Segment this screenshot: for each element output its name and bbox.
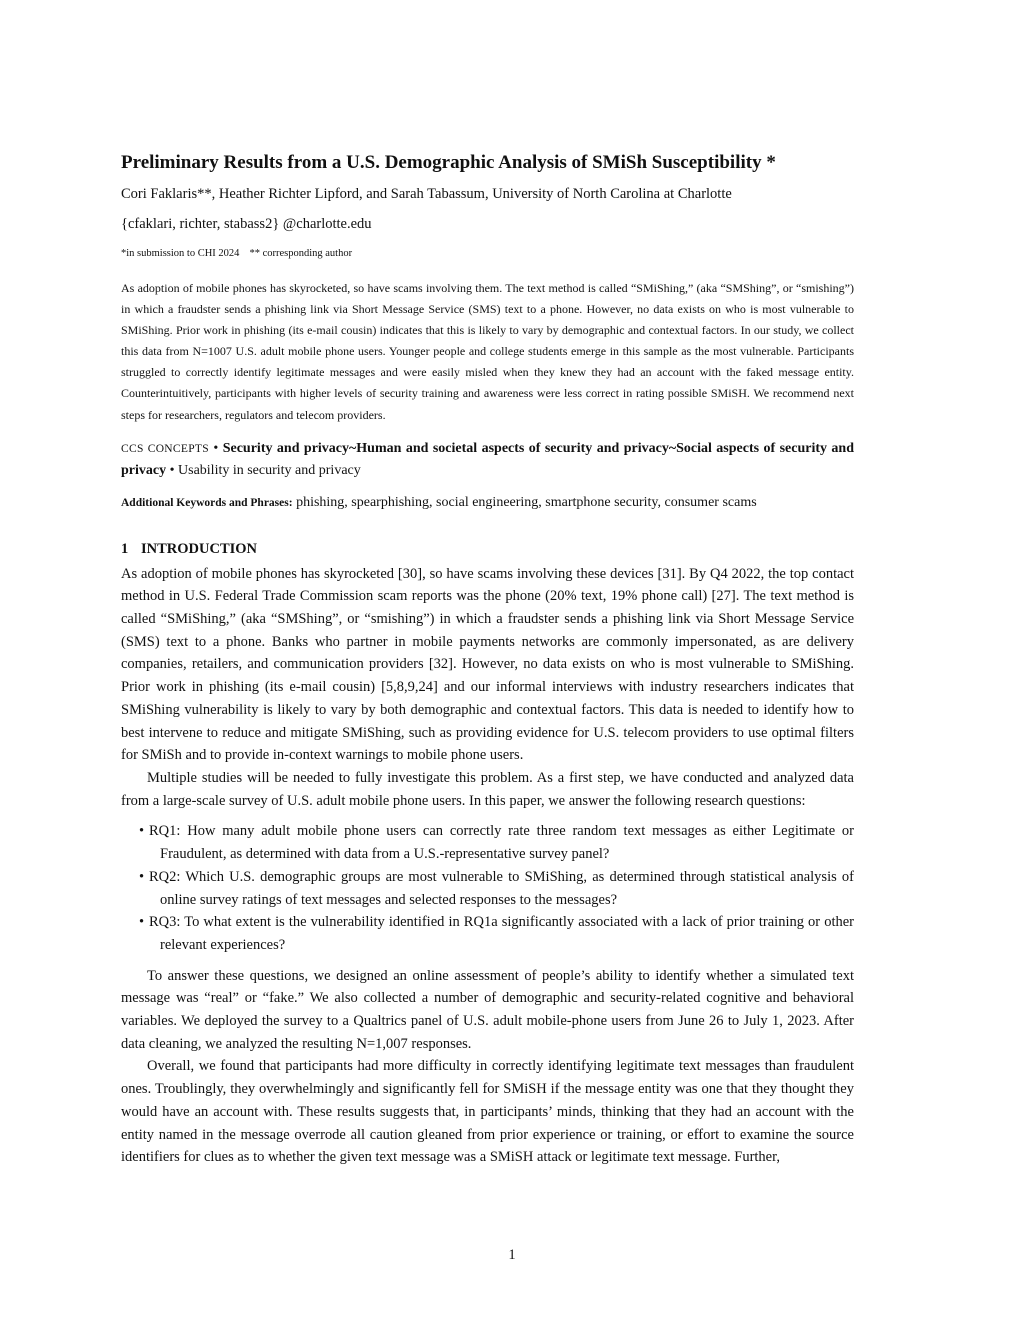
section-heading-introduction	[121, 539, 854, 559]
submission-note	[121, 247, 854, 261]
research-question-text: RQ2: Which U.S. demographic groups are most vulnerable to SMiShing, as determined through statistical analysis of online survey ratings of text messages and selected responses to the messages?	[149, 868, 854, 908]
ccs-concepts	[121, 438, 854, 482]
keywords-list: phishing, spearphishing, social engineering, smartphone security, consumer scams	[296, 494, 757, 510]
research-question-text: RQ3: To what extent is the vulnerability identified in RQ1a significantly associated with a lack of prior training or other relevant experiences?	[149, 914, 854, 953]
bullet-icon: •	[139, 914, 145, 931]
research-question-item	[121, 911, 854, 956]
ccs-label: CCS CONCEPTS	[121, 442, 209, 455]
keywords-label: Additional Keywords and Phrases:	[121, 496, 293, 509]
ccs-bullet: •	[169, 462, 175, 478]
research-question-item	[121, 866, 854, 911]
research-question-text: RQ1: How many adult mobile phone users can correctly rate three random text messages as either Legitimate or Fraudulent, as determined with data from a U.S.-representative survey panel?	[149, 823, 854, 863]
ccs-primary-concept: Security and privacy~Human and societal aspects of security and privacy~Social aspects of security and privacy	[121, 440, 855, 478]
intro-paragraph-3: To answer these questions, we designed an online assessment of people’s ability to identify whether a simulated text message was “real” or “fake.” We also collected a number of demographic and security-related cognitive and behavioral variables. We deployed the survey to a Qualtrics panel of U.S. adult mobile-phone users from June 26 to July 1, 2023. After data cleaning, we analyzed the resulting N=1,007 responses.	[121, 967, 854, 1052]
paper-page	[121, 150, 854, 1169]
corresponding-author-note: ** corresponding author	[249, 248, 353, 259]
ccs-secondary-concept: Usability in security and privacy	[178, 462, 361, 478]
page-number: 1	[508, 1247, 516, 1263]
intro-paragraph-2: Multiple studies will be needed to fully investigate this problem. As a first step, we have conducted and analyzed data from a large-scale survey of U.S. adult mobile phone users. In this paper, we answer the following research questions:	[121, 769, 854, 809]
author-emails: {cfaklari, richter, stabass2} @charlotte.edu	[121, 216, 372, 232]
ccs-bullet: •	[213, 440, 219, 456]
intro-paragraph-1: As adoption of mobile phones has skyrocketed [30], so have scams involving these devices [31]. By Q4 2022, the top contact method in U.S. Federal Trade Commission scam reports was the phone (20% text, 19% phone call) [27]. The text method is called “SMiShing,” (aka “SMShing”, or “smishing”) in which a fraudster sends a phishing link via Short Message Service (SMS) text to a phone. Banks who partner in mobile payments networks are commonly impersonated, as are delivery companies, retailers, and communication providers [32]. However, no data exists on who is most vulnerable to SMiShing. Prior work in phishing (its e-mail cousin) [5,8,9,24] and our informal interviews with industry researchers indicates that SMiShing vulnerability is likely to vary by both demographic and contextual factors. This data is needed to identify how to best intervene to reduce and mitigate SMiShing, such as providing evidence for U.S. telecom providers to use optimal filters for SMiSh and to provide in-context warnings to mobile phone users.	[121, 565, 854, 764]
keywords	[121, 493, 854, 513]
bullet-icon: •	[139, 823, 145, 840]
intro-paragraph-4: Overall, we found that participants had more difficulty in correctly identifying legitimate text messages than fraudulent ones. Troublingly, they overwhelmingly and significantly fell for SMiSH if the message entity was one that they thought they would have an account with. These results suggests that, in participants’ minds, thinking that they had an account with the entity named in the message overrode all caution gleaned from prior experience or training, or effort to examine the source identifiers for clues as to whether the given text message was a SMiSH attack or legitimate text message. Further,	[121, 1058, 854, 1166]
submission-status: *in submission to CHI 2024	[121, 248, 240, 259]
author-list: Cori Faklaris**, Heather Richter Lipford, and Sarah Tabassum, University of North Carolina at Charlotte	[121, 186, 732, 202]
section-number: 1	[121, 540, 129, 557]
section-title: INTRODUCTION	[141, 540, 258, 557]
research-question-item	[121, 820, 854, 865]
research-questions-list	[121, 820, 854, 956]
paper-title: Preliminary Results from a U.S. Demographic Analysis of SMiSh Susceptibility *	[121, 152, 776, 173]
abstract: As adoption of mobile phones has skyrocketed, so have scams involving them. The text method is called “SMiShing,” (aka “SMShing”, or “smishing”) in which a fraudster sends a phishing link via Short Message Service (SMS) text to a phone. However, no data exists on who is most vulnerable to SMiShing. Prior work in phishing (its e-mail cousin) indicates that this is likely to vary by demographic and contextual factors. In our study, we collect this data from N=1007 U.S. adult mobile phone users. Younger people and college students emerge in this sample as the most vulnerable. Participants struggled to correctly identify legitimate messages and were easily misled when they knew they had an account with the faked message entity. Counterintuitively, participants with higher levels of security training and awareness were less correct in rating possible SMiSH. We recommend next steps for researchers, regulators and telecom providers.	[121, 281, 854, 422]
bullet-icon: •	[139, 868, 145, 885]
